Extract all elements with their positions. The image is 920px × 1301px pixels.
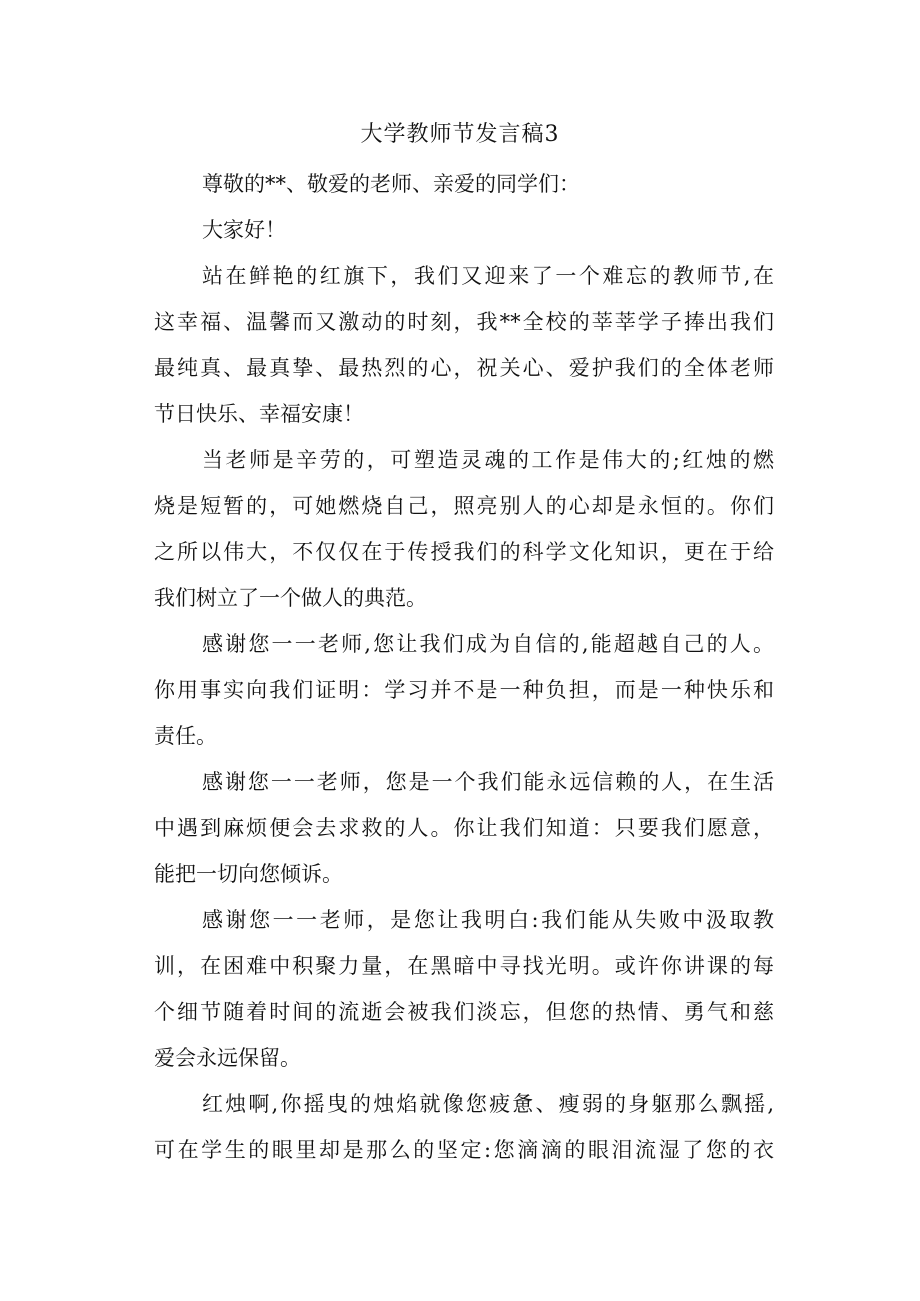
text-line: 红烛啊,你摇曳的烛焰就像您疲惫、瘦弱的身躯那么飘摇, [202,1092,774,1116]
text-line: 责任。 [154,724,217,748]
text-line: 我们树立了一个做人的典范。 [154,586,427,610]
text-line: 训，在困难中积聚力量，在黑暗中寻找光明。或许你讲课的每 [154,954,774,978]
paragraph-greeting [154,207,774,253]
text-line: 站在鲜艳的红旗下，我们又迎来了一个难忘的教师节,在 [202,264,774,288]
text-line: 尊敬的**、敬爱的老师、亲爱的同学们： [202,172,580,196]
text-line: 最纯真、最真挚、最热烈的心，祝关心、爱护我们的全体老师 [154,356,774,380]
paragraph [154,621,774,759]
paragraph [154,897,774,1081]
paragraph [154,437,774,621]
text-line: 能把一切向您倾诉。 [154,862,343,886]
paragraph [154,253,774,437]
text-line: 烧是短暂的，可她燃烧自己，照亮别人的心却是永恒的。你们 [154,494,774,518]
text-line: 这幸福、温馨而又激动的时刻，我**全校的莘莘学子捧出我们 [154,310,774,334]
text-line: 当老师是辛劳的，可塑造灵魂的工作是伟大的;红烛的燃 [202,448,774,472]
text-line: 可在学生的眼里却是那么的坚定:您滴滴的眼泪流湿了您的衣 [154,1138,774,1162]
text-line: 节日快乐、幸福安康！ [154,402,364,426]
text-line: 爱会永远保留。 [154,1046,301,1070]
document-body [154,161,774,1173]
text-line: 个细节随着时间的流逝会被我们淡忘，但您的热情、勇气和慈 [154,1000,774,1024]
text-line: 中遇到麻烦便会去求救的人。你让我们知道：只要我们愿意， [154,816,774,840]
paragraph [154,759,774,897]
paragraph-salutation [154,161,774,207]
text-line: 感谢您一一老师，您是一个我们能永远信赖的人，在生活 [202,770,774,794]
text-line: 感谢您一一老师,您让我们成为自信的,能超越自己的人。 [202,632,774,656]
text-line: 你用事实向我们证明：学习并不是一种负担，而是一种快乐和 [154,678,774,702]
text-line: 之所以伟大，不仅仅在于传授我们的科学文化知识，更在于给 [154,540,774,564]
paragraph [154,1081,774,1173]
text-line: 感谢您一一老师，是您让我明白:我们能从失败中汲取教 [202,908,774,932]
text-line: 大家好！ [202,218,286,242]
document-title: 大学教师节发言稿3 [360,122,560,147]
